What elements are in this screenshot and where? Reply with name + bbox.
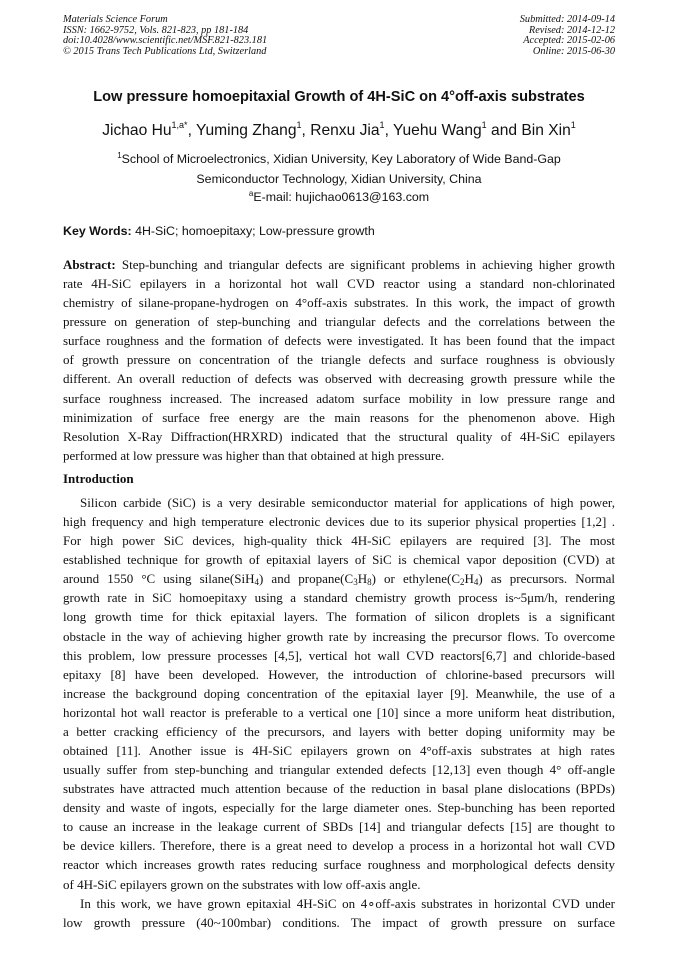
intro-text: ) as precursors. Normal	[478, 571, 615, 587]
subscript: 2	[460, 577, 465, 588]
intro-line: In this work, we have grown epitaxial 4H-SiC on 4∘off-axis substrates in horizontal CVD under	[80, 895, 615, 911]
abstract-line: chemistry of silane-propane-hydrogen on 4°off-axis substrates. In this work, the impact of growth	[63, 295, 615, 311]
abstract-line: of growth pressure on concentration of the triangle defects and surface roughness is obviously	[63, 352, 615, 368]
email-mark: a	[248, 189, 254, 198]
abstract-line: surface roughness increased. The increased adatom surface mobility in low pressure range and	[63, 390, 615, 406]
intro-line: of 4H-SiC epilayers grown on the substrates with low off-axis angle.	[63, 876, 421, 892]
intro-line: horizontal hot wall reactor is preferable to a vertical one [10] since a more uniform heat distribution,	[63, 704, 615, 720]
intro-line: low growth pressure (40~100mbar) conditions. The impact of growth pressure on surface	[63, 914, 615, 930]
author-name: , Renxu Jia	[301, 122, 380, 139]
intro-line: growth rate in SiC homoepitaxy using a standard chemistry growth process is~5μm/h, rendering	[63, 590, 615, 606]
abstract-line: Resolution X-Ray Diffraction(HRXRD) indicated that the structural quality of 4H-SiC epilayers	[63, 428, 615, 444]
abstract-line: different. An overall reduction of defects was observed with decreasing growth pressure while the	[63, 371, 615, 387]
author-name: , Yuehu Wang	[384, 122, 482, 139]
intro-line: this problem, low pressure processes [4,5], vertical hot wall CVD reactors[6,7] and chloride-based	[63, 647, 615, 663]
journal-header-left	[63, 15, 267, 57]
paper-title: Low pressure homoepitaxial Growth of 4H-SiC on 4°off-axis substrates	[93, 89, 585, 105]
author-affiliation-mark: 1	[379, 120, 385, 130]
email-line	[0, 190, 678, 204]
intro-line: reactor which increases growth rates reducing surface roughness and morphological defects density	[63, 857, 615, 873]
submitted-date: Submitted: 2014-09-14	[519, 14, 615, 25]
introduction-body	[63, 493, 615, 932]
subscript: 3	[353, 577, 358, 588]
intro-line: increase the background doping concentration of the epitaxial layer [9]. Meanwhile, the use of a	[63, 685, 615, 701]
intro-line: established technique for growth of epitaxial layers of SiC is chemical vapor deposition (CVD) at	[63, 552, 615, 568]
affiliation-line	[0, 172, 678, 186]
affiliation-line	[0, 152, 678, 166]
affiliation-text: School of Microelectronics, Xidian University, Key Laboratory of Wide Band-Gap	[121, 152, 561, 166]
intro-text: H	[357, 571, 368, 587]
intro-line: to cause an increase in the leakage current of SBDs [14] and triangular defects [15] are thought to	[63, 819, 615, 835]
intro-line	[63, 569, 615, 588]
journal-doi: doi:10.4028/www.scientific.net/MSF.821-823.181	[63, 35, 268, 47]
abstract	[63, 255, 615, 465]
intro-text: H	[464, 571, 474, 587]
author-list	[0, 122, 678, 140]
journal-header-right	[520, 15, 615, 57]
intro-line: obtained [11]. Another issue is 4H-SiC epilayers grown on 4°off-axis substrates at high rates	[63, 743, 615, 759]
online-date: Online: 2015-06-30	[532, 45, 615, 57]
intro-line: usually suffer from step-bunching and triangular extended defects [12,13] even though 4° off-angle	[63, 762, 615, 778]
abstract-line: surface roughness and the formation of defects were investigated. It has been found that the impact	[63, 333, 615, 349]
intro-text: around 1550 °C using silane(SiH	[63, 571, 255, 587]
intro-line: a better cracking efficiency of the precursors, and layers with better doping uniformity may be	[63, 723, 615, 739]
intro-line: substrates have attracted much attention because of the reduction in basal plane dislocations (BPDs)	[63, 781, 615, 797]
abstract-line: pressure on generation of step-bunching and triangular defects and the correlations between the	[63, 314, 615, 330]
abstract-line: performed at low pressure was higher than that obtained at high pressure.	[63, 447, 445, 463]
author-affiliation-mark: 1	[296, 120, 302, 130]
abstract-line	[63, 255, 615, 274]
intro-line: For high power SiC devices, high-quality thick 4H-SiC epilayers are required [3]. The most	[63, 533, 615, 549]
author-affiliation-mark: 1,a*	[171, 120, 188, 130]
section-heading-introduction: Introduction	[63, 471, 134, 486]
author-email: E-mail: hujichao0613@163.com	[253, 190, 430, 204]
revised-date: Revised: 2014-12-12	[528, 24, 615, 36]
keywords	[63, 224, 375, 238]
abstract-line: minimization of surface free energy are the main reasons for the phenomenon above. High	[63, 409, 615, 425]
author-affiliation-mark: 1	[481, 120, 487, 130]
intro-text: ) or ethylene(C	[371, 571, 460, 587]
intro-line: long growth time for thick epitaxial layers. The formation of silicon droplets is a significant	[63, 609, 615, 625]
intro-line: obstacle in the way of achieving higher growth rate by increasing the precursor flows. To overcome	[63, 628, 615, 644]
affiliation-mark: 1	[117, 151, 122, 160]
accepted-date: Accepted: 2015-02-06	[523, 35, 615, 47]
author-name: Jichao Hu	[102, 122, 172, 139]
journal-copyright: © 2015 Trans Tech Publications Ltd, Switzerland	[63, 45, 267, 57]
intro-line: epitaxy [8] have been developed. However, the introduction of chlorine-based precursors will	[63, 666, 615, 682]
author-affiliation-mark: 1	[570, 120, 576, 130]
abstract-label: Abstract:	[63, 257, 116, 272]
intro-line: high frequency and high temperature electronic devices due to its superior physical properties [1,2] .	[63, 514, 615, 530]
intro-line: be device killers. Therefore, there is a great need to develop a process in a horizontal hot wall CVD	[63, 838, 615, 854]
subscript: 4	[254, 577, 259, 588]
abstract-text: Step-bunching and triangular defects are significant problems in achieving higher growth	[115, 257, 615, 272]
subscript: 8	[367, 577, 372, 588]
author-name: , Yuming Zhang	[187, 122, 297, 139]
journal-name: Materials Science Forum	[63, 14, 168, 25]
keywords-label: Key Words:	[63, 224, 132, 238]
journal-issn: ISSN: 1662-9752, Vols. 821-823, pp 181-184	[63, 24, 249, 36]
subscript: 4	[473, 577, 479, 588]
abstract-line: rate 4H-SiC epilayers in a horizontal hot wall CVD reactor using a standard non-chlorinated	[63, 276, 615, 292]
intro-line: Silicon carbide (SiC) is a very desirable semiconductor material for applications of high power,	[80, 495, 615, 510]
keywords-text: 4H-SiC; homoepitaxy; Low-pressure growth	[131, 224, 375, 238]
intro-text: ) and propane(C	[258, 571, 354, 587]
affiliation-text: Semiconductor Technology, Xidian University, China	[196, 172, 482, 186]
author-name: and Bin Xin	[486, 122, 571, 139]
intro-line: density and waste of ingots, especially for the large diameter ones. Step-bunching has been reported	[63, 800, 615, 816]
